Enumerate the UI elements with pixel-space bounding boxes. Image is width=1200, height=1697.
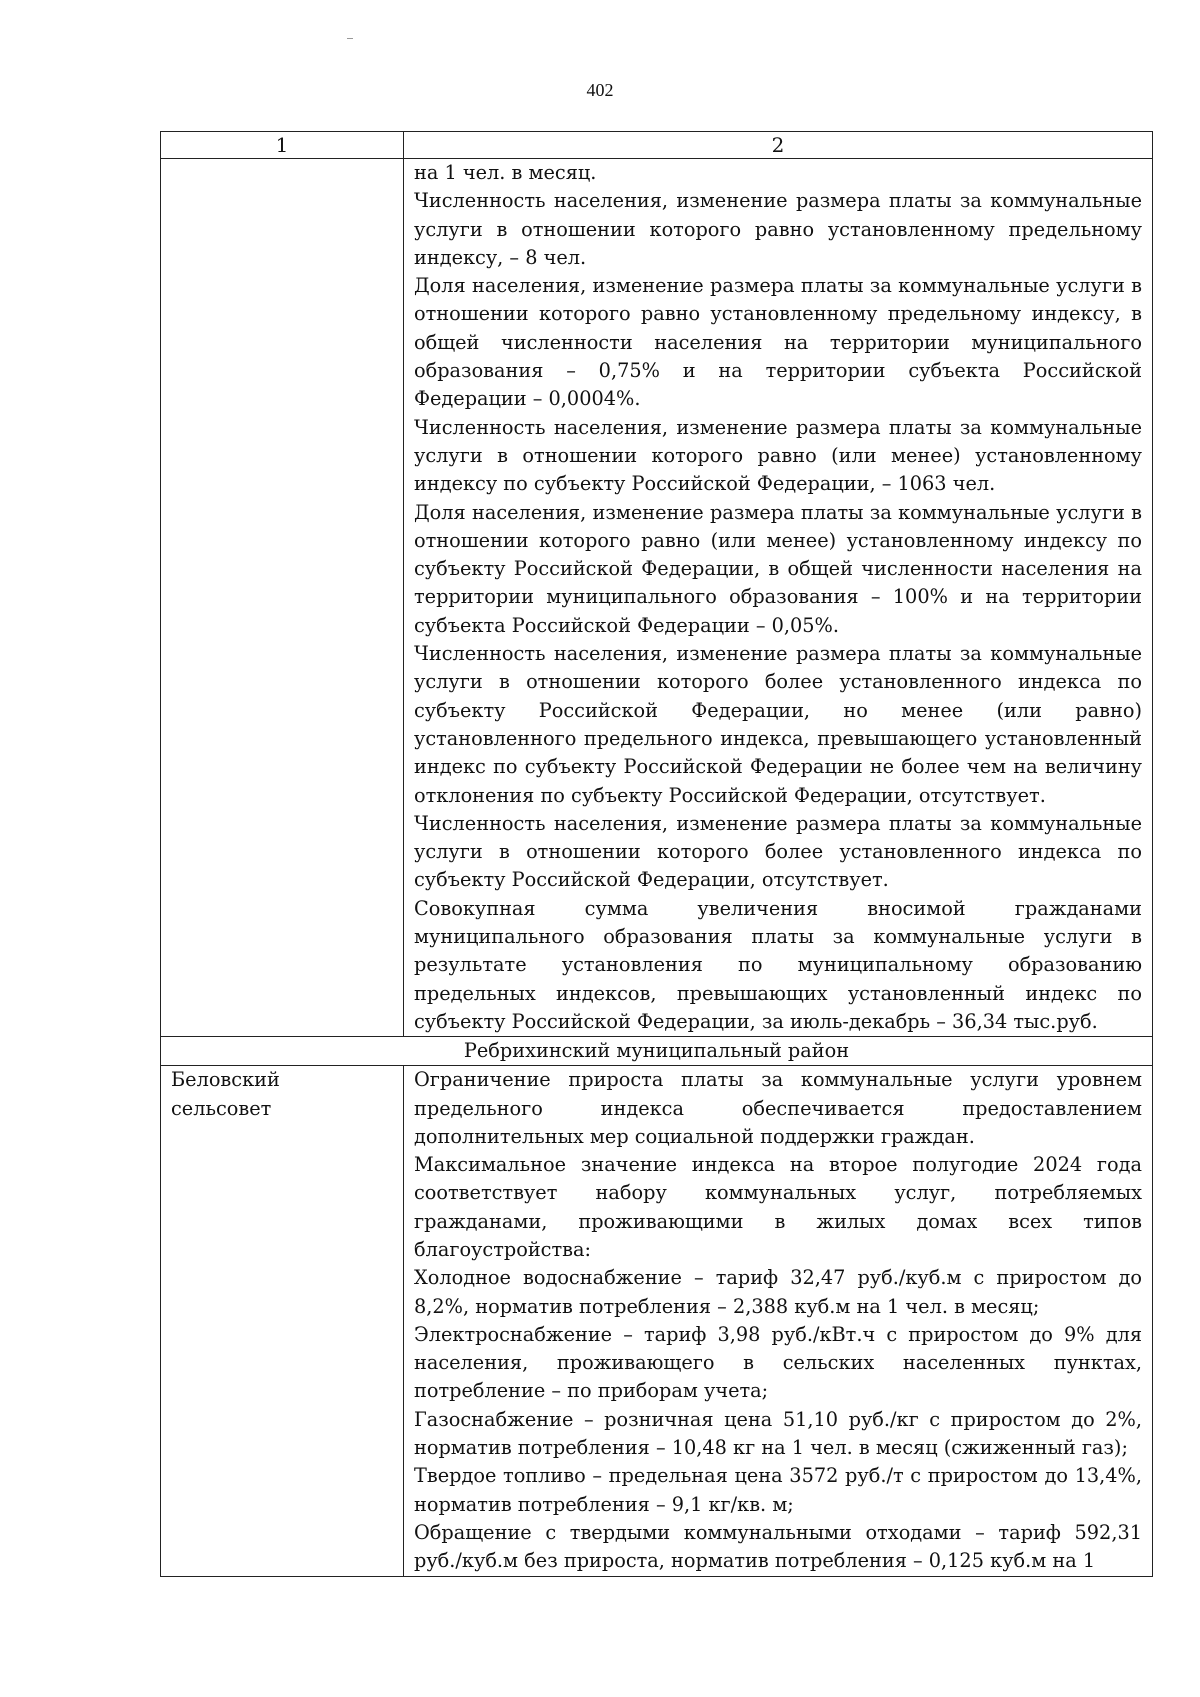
paragraph: Обращение с твердыми коммунальными отходами – тариф 592,31 руб./куб.м без прироста, норматив потребления – 0,125 куб.м на 1: [414, 1520, 1142, 1573]
paragraph: Ограничение прироста платы за коммунальные услуги уровнем предельного индекса обеспечивается предоставлением дополнительных мер социальной поддержки граждан.: [414, 1068, 1142, 1148]
row-2-label-cell: [161, 1066, 404, 1576]
paragraph: Холодное водоснабжение – тариф 32,47 руб./куб.м с приростом до 8,2%, норматив потребления – 2,388 куб.м на 1 чел. в месяц;: [414, 1266, 1142, 1318]
document-table: [160, 131, 1153, 1577]
row-2-content-cell: [404, 1066, 1153, 1576]
paragraph: Численность населения, изменение размера платы за коммунальные услуги в отношении которого равно установленному предельному индексу, – 8 чел.: [414, 189, 1142, 269]
paragraph: Численность населения, изменение размера платы за коммунальные услуги в отношении которого более установленного индекса по субъекту Российской Федерации, но менее (или равно) установленного предельного индекса, превышающего установленный индекс по субъекту Российской Федерации не более чем на величину отклонения по субъекту Российской Федерации, отсутствует.: [414, 642, 1142, 807]
table-header-row: [161, 132, 1153, 159]
column-header-1: 1: [161, 132, 404, 159]
section-title: Ребрихинский муниципальный район: [161, 1037, 1153, 1066]
paragraph: Численность населения, изменение размера платы за коммунальные услуги в отношении которого более установленного индекса по субъекту Российской Федерации, отсутствует.: [414, 811, 1142, 892]
paragraph: на 1 чел. в месяц.: [414, 161, 597, 184]
table-row: [161, 159, 1153, 1037]
paragraph: Максимальное значение индекса на второе полугодие 2024 года соответствует набору коммунальных услуг, потребляемых гражданами, проживающими в жилых домах всех типов благоустройства:: [414, 1153, 1142, 1261]
paragraph: Доля населения, изменение размера платы за коммунальные услуги в отношении которого равно установленному предельному индексу, в общей численности населения на территории муниципального образования – 0,75% и на территории субъекта Российской Федерации – 0,0004%.: [414, 274, 1142, 411]
paragraph: Численность населения, изменение размера платы за коммунальные услуги в отношении которого равно (или менее) установленному индексу по субъекту Российской Федерации, – 1063 чел.: [414, 415, 1142, 496]
paragraph: Твердое топливо – предельная цена 3572 руб./т с приростом до 13,4%, норматив потребления – 9,1 кг/кв. м;: [414, 1464, 1142, 1516]
municipality-name-line-1: Беловский: [171, 1068, 280, 1092]
table-row: [161, 1066, 1153, 1576]
scan-artifact: [347, 38, 353, 39]
page-number: 402: [586, 80, 614, 100]
row-1-content-cell: [404, 159, 1153, 1037]
row-1-label-cell: [161, 159, 404, 1037]
paragraph: Электроснабжение – тариф 3,98 руб./кВт.ч с приростом до 9% для населения, проживающего в сельских населенных пунктах, потребление – по приборам учета;: [414, 1322, 1142, 1403]
section-row: [161, 1037, 1153, 1066]
paragraph: Совокупная сумма увеличения вносимой гражданами муниципального образования платы за коммунальные услуги в результате установления по муниципальному образованию предельных индексов, превышающих установленный индекс по субъекту Российской Федерации, за июль-декабрь – 36,34 тыс.руб.: [414, 896, 1142, 1033]
column-header-2: 2: [404, 132, 1153, 159]
paragraph: Доля населения, изменение размера платы за коммунальные услуги в отношении которого равно (или менее) установленному индексу по субъекту Российской Федерации, в общей численности населения на территории муниципального образования – 100% и на территории субъекта Российской Федерации – 0,05%.: [414, 500, 1142, 637]
municipality-name-line-2: сельсовет: [171, 1096, 272, 1120]
paragraph: Газоснабжение – розничная цена 51,10 руб./кг с приростом до 2%, норматив потребления – 10,48 кг на 1 чел. в месяц (сжиженный газ);: [414, 1407, 1142, 1460]
